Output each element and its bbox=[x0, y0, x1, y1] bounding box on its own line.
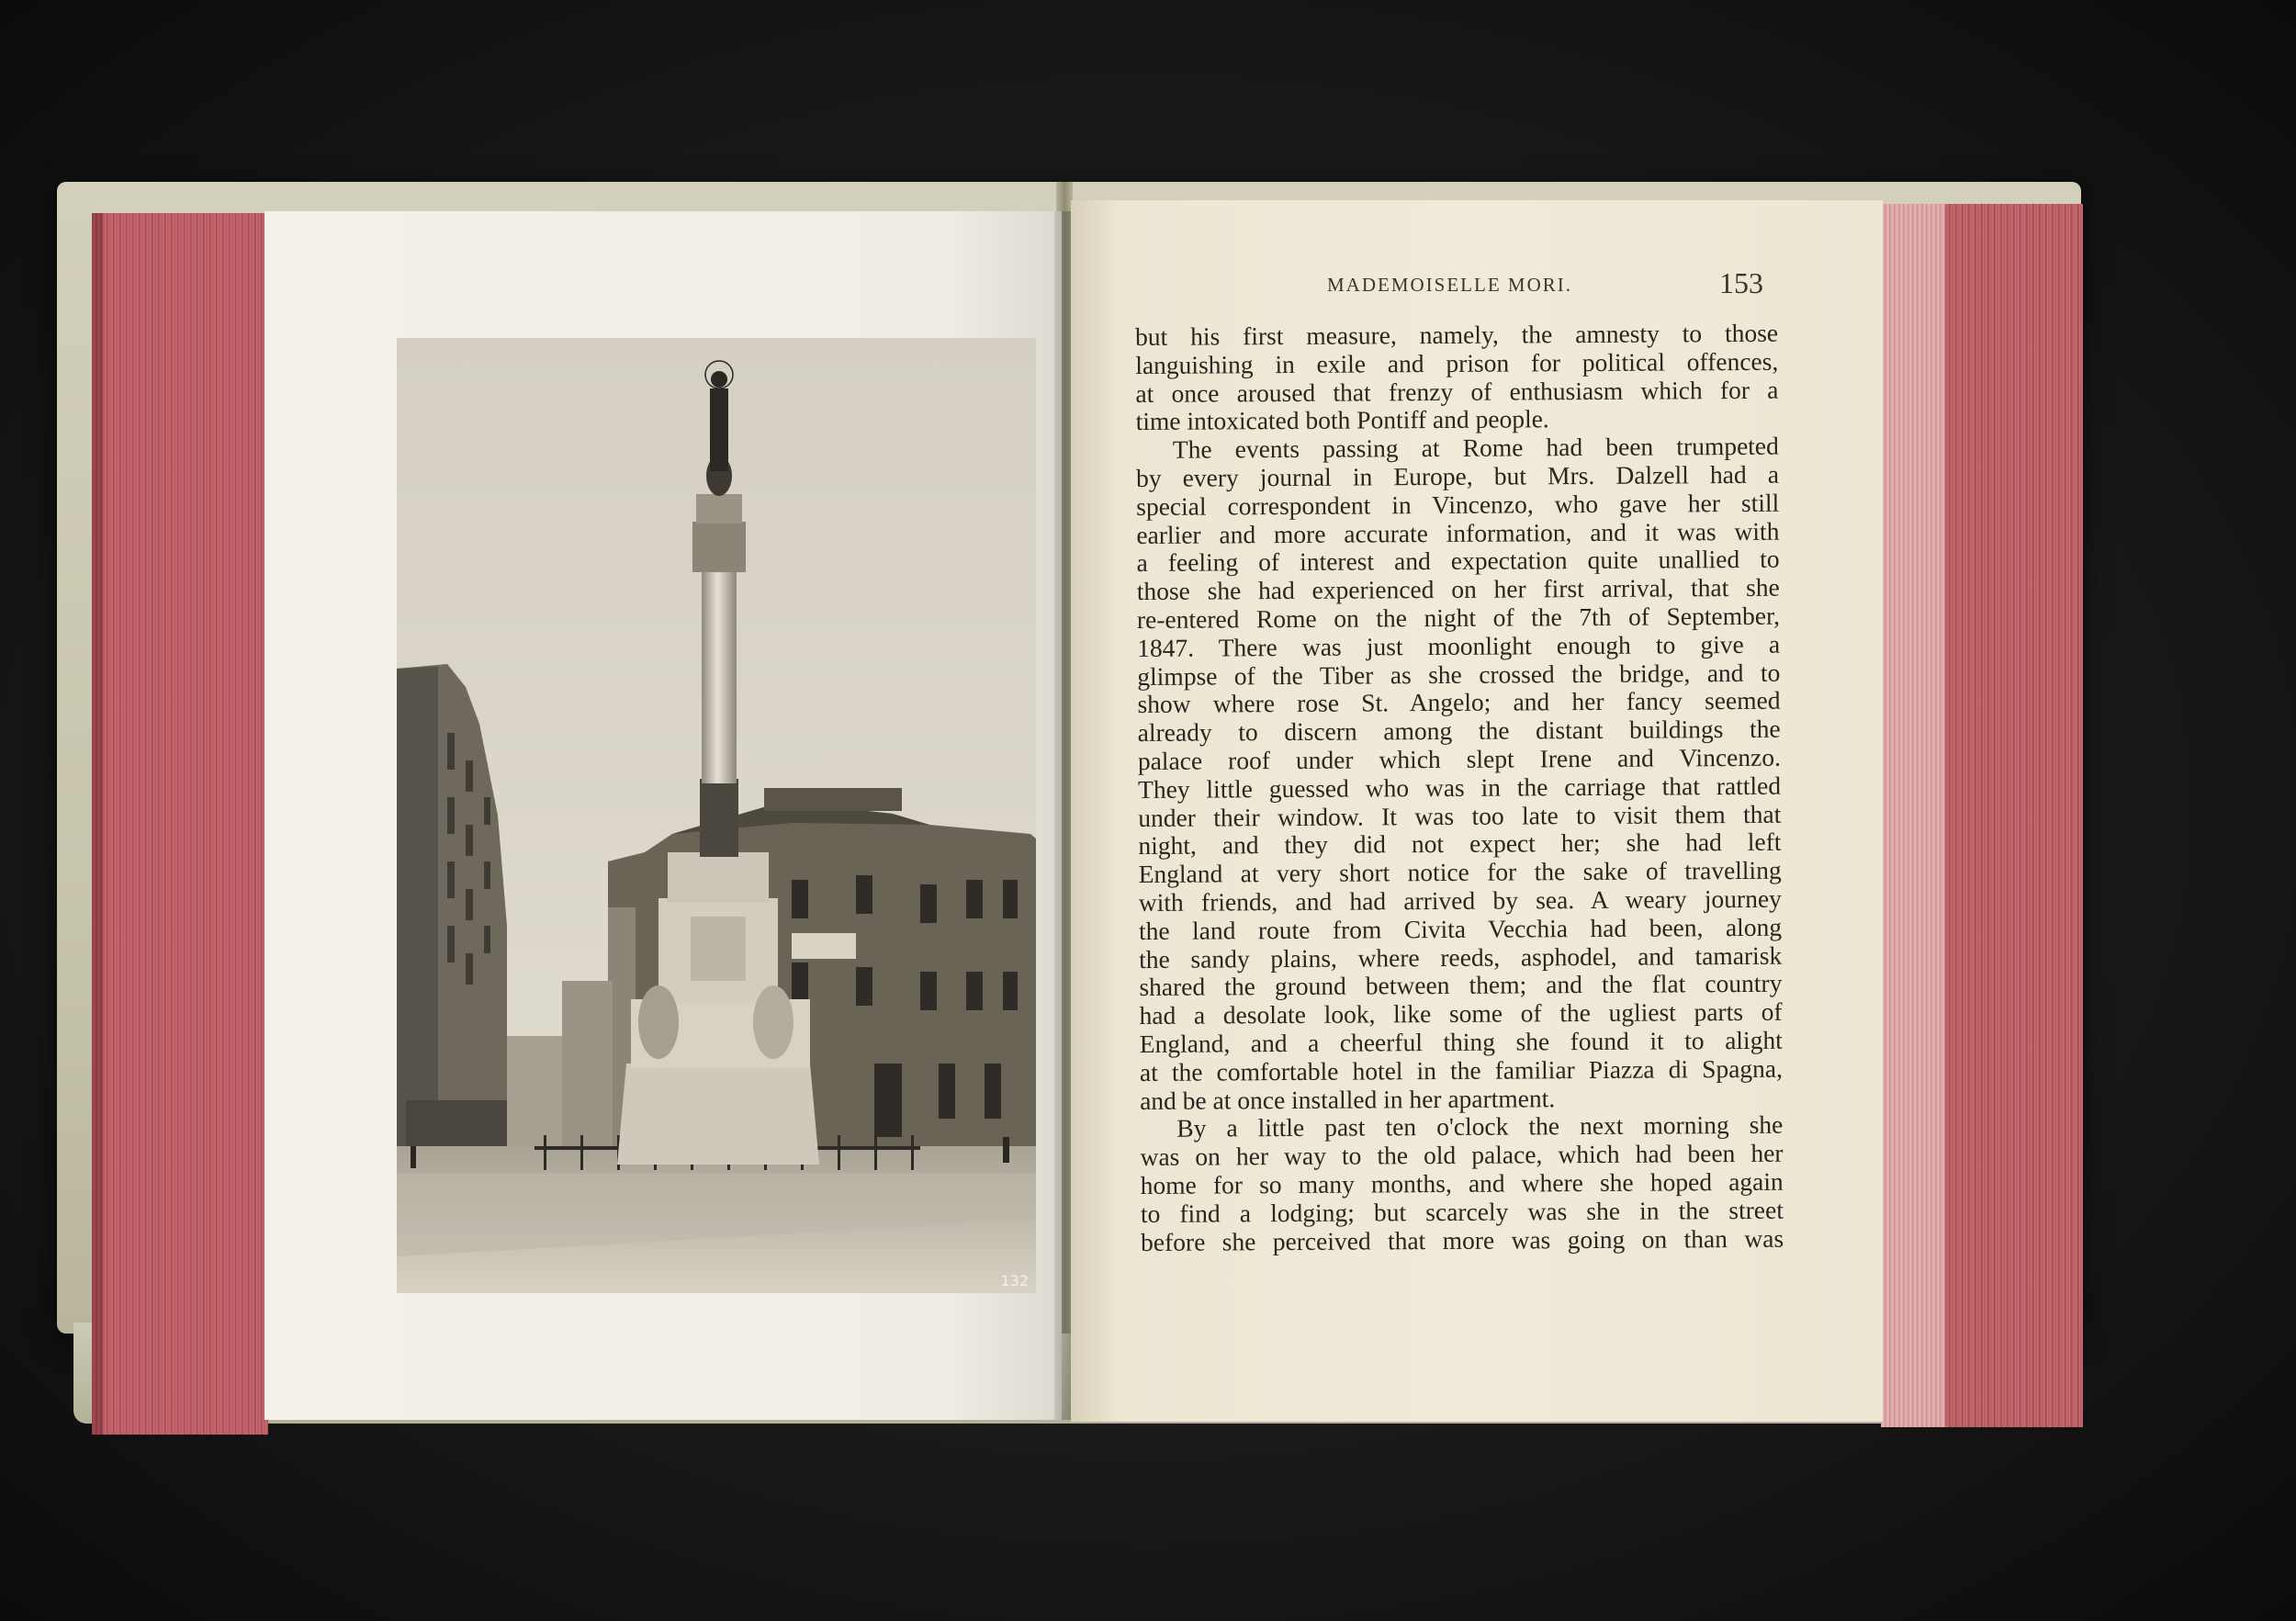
text-line: before she perceived that more was going on than was bbox=[1141, 1223, 1784, 1256]
page-edges-right bbox=[1945, 204, 2083, 1427]
text-line: the sandy plains, where reeds, asphodel, and tamarisk bbox=[1139, 940, 1783, 974]
text-line: night, and they did not expect her; she had left bbox=[1138, 827, 1782, 861]
text-line: By a little past ten o'clock the next morning she bbox=[1176, 1110, 1784, 1143]
text-line: time intoxicated both Pontiff and people. bbox=[1135, 404, 1549, 436]
text-line: with friends, and had arrived by sea. A weary journey bbox=[1138, 884, 1782, 917]
text-line: They little guessed who was in the carriage that rattled bbox=[1138, 771, 1782, 804]
text-line: shared the ground between them; and the flat country bbox=[1139, 969, 1783, 1002]
photograph-plate bbox=[397, 338, 1036, 1293]
text-line: England, and a cheerful thing she found it to alight bbox=[1139, 1025, 1783, 1058]
text-line: special correspondent in Vincenzo, who gave her still bbox=[1136, 488, 1780, 521]
text-line: to find a lodging; but scarcely was she in the street bbox=[1140, 1195, 1784, 1228]
text-line: earlier and more accurate information, and it was with bbox=[1136, 516, 1780, 549]
text-line: glimpse of the Tiber as she crossed the bridge, and to bbox=[1137, 658, 1781, 691]
plate-number: 132 bbox=[1000, 1272, 1029, 1289]
text-line: The events passing at Rome had been trumpeted bbox=[1172, 431, 1779, 464]
text-line: already to discern among the distant buildings the bbox=[1137, 714, 1781, 748]
text-line: palace roof under which slept Irene and Vincenzo. bbox=[1137, 742, 1781, 775]
text-line: England at very short notice for the sake of travelling bbox=[1138, 855, 1782, 889]
running-head bbox=[1139, 266, 1763, 303]
page-edges-left bbox=[103, 213, 268, 1435]
text-line: by every journal in Europe, but Mrs. Dalzell had a bbox=[1135, 459, 1780, 492]
text-line: 1847. There was just moonlight enough to give a bbox=[1137, 629, 1781, 662]
column-photograph bbox=[397, 338, 1036, 1293]
text-line: those she had experienced on her first arrival, that she bbox=[1136, 572, 1780, 606]
text-line: a feeling of interest and expectation quite unallied to bbox=[1136, 545, 1780, 578]
text-line: at once aroused that frenzy of enthusiasm which for a bbox=[1135, 375, 1779, 408]
text-line: languishing in exile and prison for political offences, bbox=[1135, 346, 1779, 379]
text-line: re-entered Rome on the night of the 7th of September, bbox=[1136, 601, 1781, 634]
text-line: but his first measure, namely, the amnesty to those bbox=[1134, 318, 1779, 351]
text-line: at the comfortable hotel in the familiar Piazza di Spagna, bbox=[1139, 1053, 1784, 1086]
text-line: under their window. It was too late to visit them that bbox=[1138, 799, 1782, 832]
body-text bbox=[1135, 320, 1784, 1257]
running-title: MADEMOISELLE MORI. bbox=[1327, 274, 1572, 296]
text-line: the land route from Civita Vecchia had been, along bbox=[1138, 912, 1783, 945]
page-number: 153 bbox=[1719, 266, 1763, 299]
text-line: was on her way to the old palace, which had been her bbox=[1140, 1138, 1784, 1172]
text-line: and be at once installed in her apartment. bbox=[1140, 1083, 1556, 1115]
page-edges-right-inner bbox=[1881, 204, 1945, 1427]
text-line: show where rose St. Angelo; and her fancy seemed bbox=[1137, 686, 1781, 719]
text-line: had a desolate look, like some of the ugliest parts of bbox=[1139, 996, 1783, 1030]
text-line: home for so many months, and where she hoped again bbox=[1140, 1166, 1784, 1199]
